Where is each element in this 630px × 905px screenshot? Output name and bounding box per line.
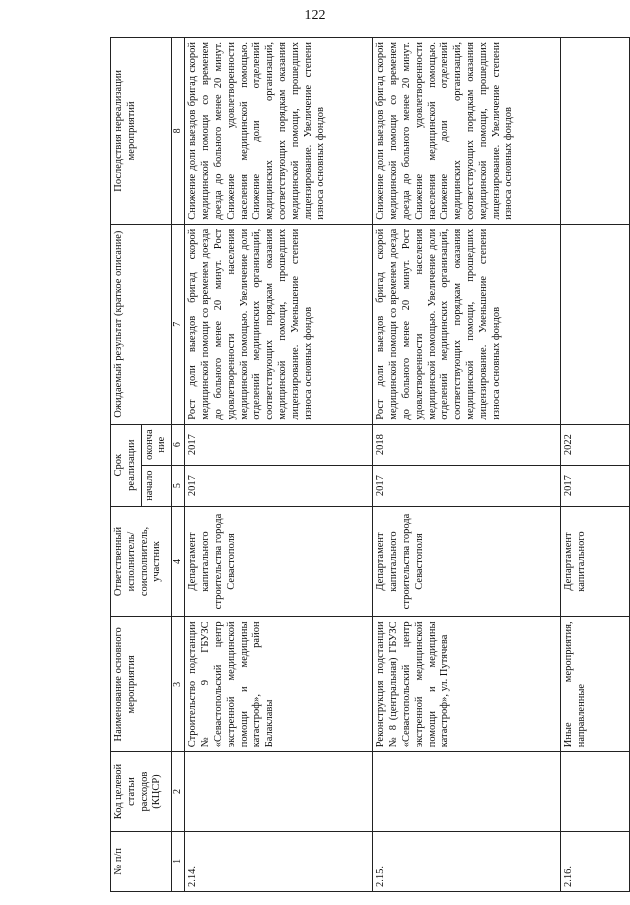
header-consequences: Последствия нереализации мероприятий xyxy=(111,38,172,225)
header-num: № п/п xyxy=(111,831,172,891)
page-number: 122 xyxy=(304,8,326,23)
column-number: 6 xyxy=(172,424,185,465)
header-responsible: Ответственный исполнитель/ соисполнитель, участник xyxy=(111,506,172,617)
row-end: 2017 xyxy=(185,424,373,465)
row-start: 2017 xyxy=(185,465,373,506)
header-name: Наименование основного мероприятия xyxy=(111,617,172,752)
header-row xyxy=(111,38,142,892)
row-expected xyxy=(561,224,630,424)
header-expected: Ожидаемый результат (краткое описание) xyxy=(111,224,172,424)
row-name: Реконструкция подстанции № 8 (центральная) ГБУЗС «Севастопольский центр экстренной медицинской помощи и медицины катастроф», ул. Путячева xyxy=(373,617,561,752)
row-consequences: Снижение доли выездов бригад скорой медицинской помощи со временем доезда до больного менее 20 минут. Снижение удовлетворенности населения медицинской помощью. Снижение доли отделений медицинских организаций, соответствующих порядкам оказания медицинской помощи, прошедших лицензирование. Увеличение степени износа основных фондов xyxy=(185,38,373,225)
row-expected: Рост доли выездов бригад скорой медицинской помощи со временем доезда до больного менее 20 минут. Рост удовлетворенности населения медицинской помощью. Увеличение доли отделений медицинских организаций, соответствующих порядкам оказания медицинской помощи, прошедших лицензирование. Уменьшение степени износа основных фондов xyxy=(373,224,561,424)
measures-table xyxy=(110,37,630,892)
table-row xyxy=(185,38,373,892)
row-code xyxy=(373,752,561,831)
column-number-row xyxy=(172,38,185,892)
row-name: Иные мероприятия, направленные xyxy=(561,617,630,752)
column-number: 3 xyxy=(172,617,185,752)
header-period: Срок реализации xyxy=(111,424,142,506)
header-end: оконча ние xyxy=(141,424,172,465)
row-num: 2.15. xyxy=(373,831,561,891)
row-code xyxy=(185,752,373,831)
table-row xyxy=(561,38,630,892)
row-responsible: Департамент капитального строительства города Севастополя xyxy=(373,506,561,617)
table-row xyxy=(373,38,561,892)
column-number: 5 xyxy=(172,465,185,506)
column-number: 7 xyxy=(172,224,185,424)
header-code: Код целевой статьи расходов (КЦСР) xyxy=(111,752,172,831)
row-expected: Рост доли выездов бригад скорой медицинской помощи со временем доезда до больного менее 20 минут. Рост удовлетворенности населения медицинской помощью. Увеличение доли отделений медицинских организаций, соответствующих порядкам оказания медицинской помощи, прошедших лицензирование. Уменьшение степени износа основных фондов xyxy=(185,224,373,424)
row-responsible: Департамент капитального строительства города Севастополя xyxy=(185,506,373,617)
row-num: 2.14. xyxy=(185,831,373,891)
column-number: 1 xyxy=(172,831,185,891)
row-end: 2022 xyxy=(561,424,630,465)
landscape-page xyxy=(110,37,630,892)
column-number: 8 xyxy=(172,38,185,225)
row-responsible: Департамент капитального xyxy=(561,506,630,617)
column-number: 4 xyxy=(172,506,185,617)
row-consequences xyxy=(561,38,630,225)
row-num: 2.16. xyxy=(561,831,630,891)
row-consequences: Снижение доли выездов бригад скорой медицинской помощи со временем доезда до больного менее 20 минут. Снижение удовлетворенности населения медицинской помощью. Снижение доли отделений медицинских организаций, соответствующих порядкам оказания медицинской помощи, прошедших лицензирование. Увеличение степени износа основных фондов xyxy=(373,38,561,225)
row-end: 2018 xyxy=(373,424,561,465)
header-start: начало xyxy=(141,465,172,506)
row-start: 2017 xyxy=(561,465,630,506)
column-number: 2 xyxy=(172,752,185,831)
row-code xyxy=(561,752,630,831)
row-name: Строительство подстанции № 9 ГБУЗС «Севастопольский центр экстренной медицинской помощи и медицины катастроф», район Балаклавы xyxy=(185,617,373,752)
row-start: 2017 xyxy=(373,465,561,506)
